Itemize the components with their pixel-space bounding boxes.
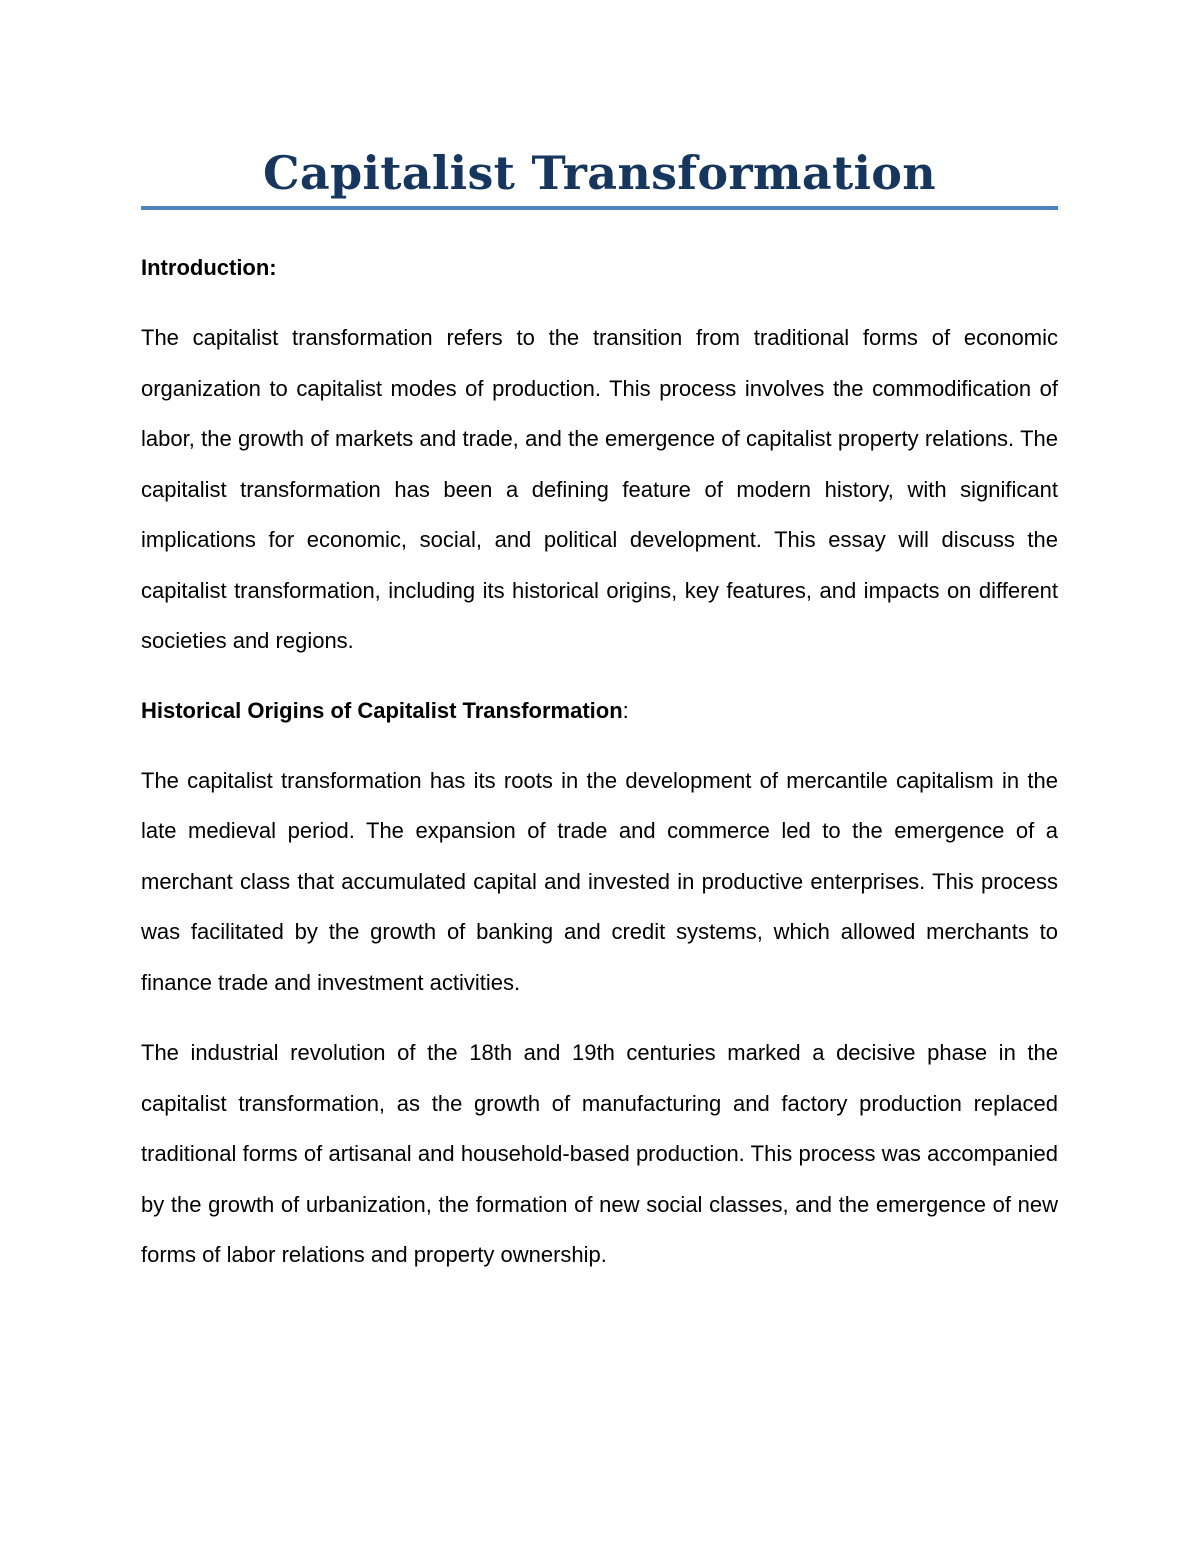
heading-colon: : [622,697,629,723]
paragraph-introduction: The capitalist transformation refers to the transition from traditional forms of economic organization to capitalist modes of production. This process involves the commodification of labor, the growth of markets and trade, and the emergence of capitalist property relations. The capitalist transformation has been a defining feature of modern history, with significant implications for economic, social, and political development. This essay will discuss the capitalist transformation, including its historical origins, key features, and impacts on different societies and regions. [141,325,1058,653]
heading-text: Historical Origins of Capitalist Transformation [141,697,623,723]
paragraph-industrial-revolution: The industrial revolution of the 18th and 19th centuries marked a decisive phase in the capitalist transformation, as the growth of manufacturing and factory production replaced traditional forms of artisanal and household-based production. This process was accompanied by the growth of urbanization, the formation of new social classes, and the emergence of new forms of labor relations and property ownership. [141,1040,1058,1267]
section-heading-historical-origins [141,686,1058,736]
title-underline [141,206,1058,210]
paragraph-mercantile-capitalism: The capitalist transformation has its roots in the development of mercantile capitalism in the late medieval period. The expansion of trade and commerce led to the emergence of a merchant class that accumulated capital and invested in productive enterprises. This process was facilitated by the growth of banking and credit systems, which allowed merchants to finance trade and investment activities. [141,767,1058,995]
section-heading-introduction: Introduction: [141,255,277,280]
page-title: Capitalist Transformation [262,146,937,200]
document-page [141,0,1058,1553]
